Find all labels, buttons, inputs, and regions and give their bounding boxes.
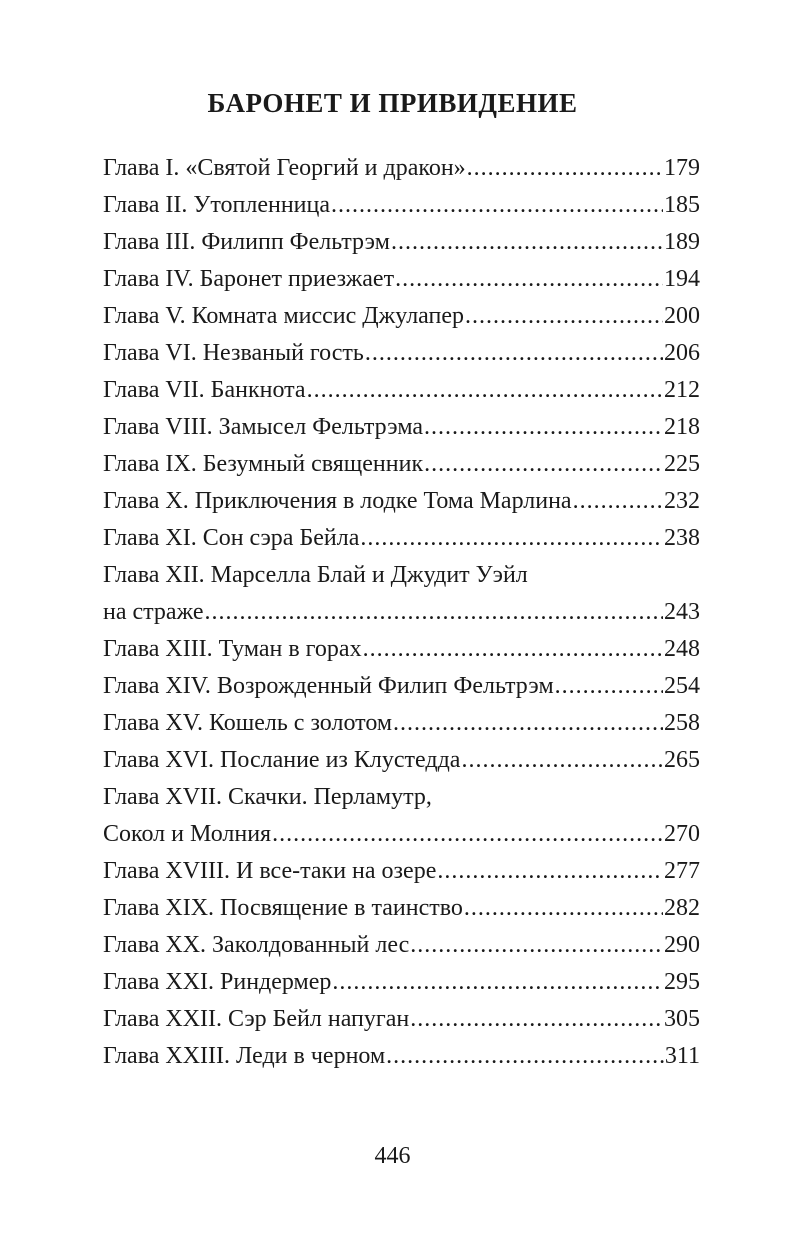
toc-entry [103,890,700,927]
section-title: БАРОНЕТ И ПРИВИДЕНИЕ [207,88,578,118]
entry-page-number: 189 [664,229,700,255]
toc-entry [103,705,700,742]
toc-entry [103,520,700,557]
entry-page-number: 212 [664,377,700,403]
entry-title: Глава XIX. Посвящение в таинство [103,895,463,921]
table-of-contents [103,150,700,1075]
dot-leader [555,668,663,705]
toc-entry [103,557,700,631]
dot-leader [331,187,663,224]
entry-page-number: 238 [664,525,700,551]
toc-entry [103,1001,700,1038]
dot-leader [393,705,663,742]
entry-page-number: 179 [664,155,700,181]
entry-title: Глава XXII. Сэр Бейл напуган [103,1006,410,1032]
dot-leader [410,927,663,964]
entry-title: Сокол и Молния [103,821,272,847]
entry-page-number: 248 [664,636,700,662]
toc-entry [103,150,700,187]
dot-leader [332,964,663,1001]
dot-leader [424,446,663,483]
entry-page-number: 305 [664,1006,700,1032]
toc-entry [103,668,700,705]
dot-leader [410,1001,663,1038]
entry-page-number: 265 [664,747,700,773]
entry-title-line1: Глава XII. Марселла Блай и Джудит Уэйл [103,562,528,588]
entry-page-number: 200 [664,303,700,329]
dot-leader [363,631,663,668]
dot-leader [365,335,663,372]
toc-entry [103,446,700,483]
entry-title: Глава X. Приключения в лодке Тома Марлина [103,488,572,514]
entry-page-number: 282 [664,895,700,921]
dot-leader [386,1038,664,1075]
dot-leader [205,594,664,631]
entry-page-number: 270 [664,821,700,847]
entry-title: Глава XV. Кошель с золотом [103,710,393,736]
toc-entry [103,187,700,224]
toc-entry [103,779,700,853]
entry-title: Глава IX. Безумный священник [103,451,424,477]
entry-page-number: 218 [664,414,700,440]
entry-page-number: 311 [664,1043,700,1069]
entry-title: Глава XIV. Возрожденный Филип Фельтрэм [103,673,554,699]
dot-leader [395,261,663,298]
entry-title: Глава IV. Баронет приезжает [103,266,395,292]
entry-title: Глава XXIII. Леди в черном [103,1043,386,1069]
entry-title: Глава XXI. Риндермер [103,969,332,995]
entry-title: на страже [103,599,204,625]
toc-entry [103,927,700,964]
dot-leader [467,150,663,187]
page-number: 446 [374,1143,411,1169]
entry-title: Глава XIII. Туман в горах [103,636,362,662]
dot-leader [437,853,663,890]
entry-page-number: 290 [664,932,700,958]
toc-entry [103,853,700,890]
entry-title: Глава II. Утопленница [103,192,331,218]
entry-title: Глава VIII. Замысел Фельтрэма [103,414,424,440]
dot-leader [391,224,663,261]
dot-leader [360,520,663,557]
toc-entry [103,409,700,446]
entry-page-number: 277 [664,858,700,884]
entry-title: Глава XI. Сон сэра Бейла [103,525,360,551]
entry-page-number: 243 [664,599,700,625]
toc-entry [103,261,700,298]
toc-entry [103,335,700,372]
entry-page-number: 295 [664,969,700,995]
entry-page-number: 225 [664,451,700,477]
toc-entry [103,1038,700,1075]
dot-leader [464,890,663,927]
entry-page-number: 206 [664,340,700,366]
dot-leader [461,742,663,779]
toc-entry [103,631,700,668]
entry-title: Глава III. Филипп Фельтрэм [103,229,390,255]
dot-leader [272,816,663,853]
entry-title: Глава I. «Святой Георгий и дракон» [103,155,466,181]
entry-title: Глава V. Комната миссис Джулапер [103,303,464,329]
entry-title: Глава XVIII. И все-таки на озере [103,858,437,884]
entry-title: Глава VII. Банкнота [103,377,306,403]
entry-page-number: 254 [664,673,700,699]
entry-page-number: 232 [664,488,700,514]
toc-entry [103,742,700,779]
dot-leader [465,298,663,335]
toc-entry [103,298,700,335]
entry-title: Глава XX. Заколдованный лес [103,932,410,958]
dot-leader [573,483,663,520]
entry-page-number: 185 [664,192,700,218]
toc-entry [103,964,700,1001]
entry-title-line1: Глава XVII. Скачки. Перламутр, [103,784,432,810]
toc-entry [103,372,700,409]
dot-leader [424,409,663,446]
entry-title: Глава XVI. Послание из Клустедда [103,747,461,773]
toc-entry [103,224,700,261]
toc-entry [103,483,700,520]
entry-page-number: 258 [664,710,700,736]
dot-leader [307,372,663,409]
entry-page-number: 194 [664,266,700,292]
entry-title: Глава VI. Незваный гость [103,340,364,366]
